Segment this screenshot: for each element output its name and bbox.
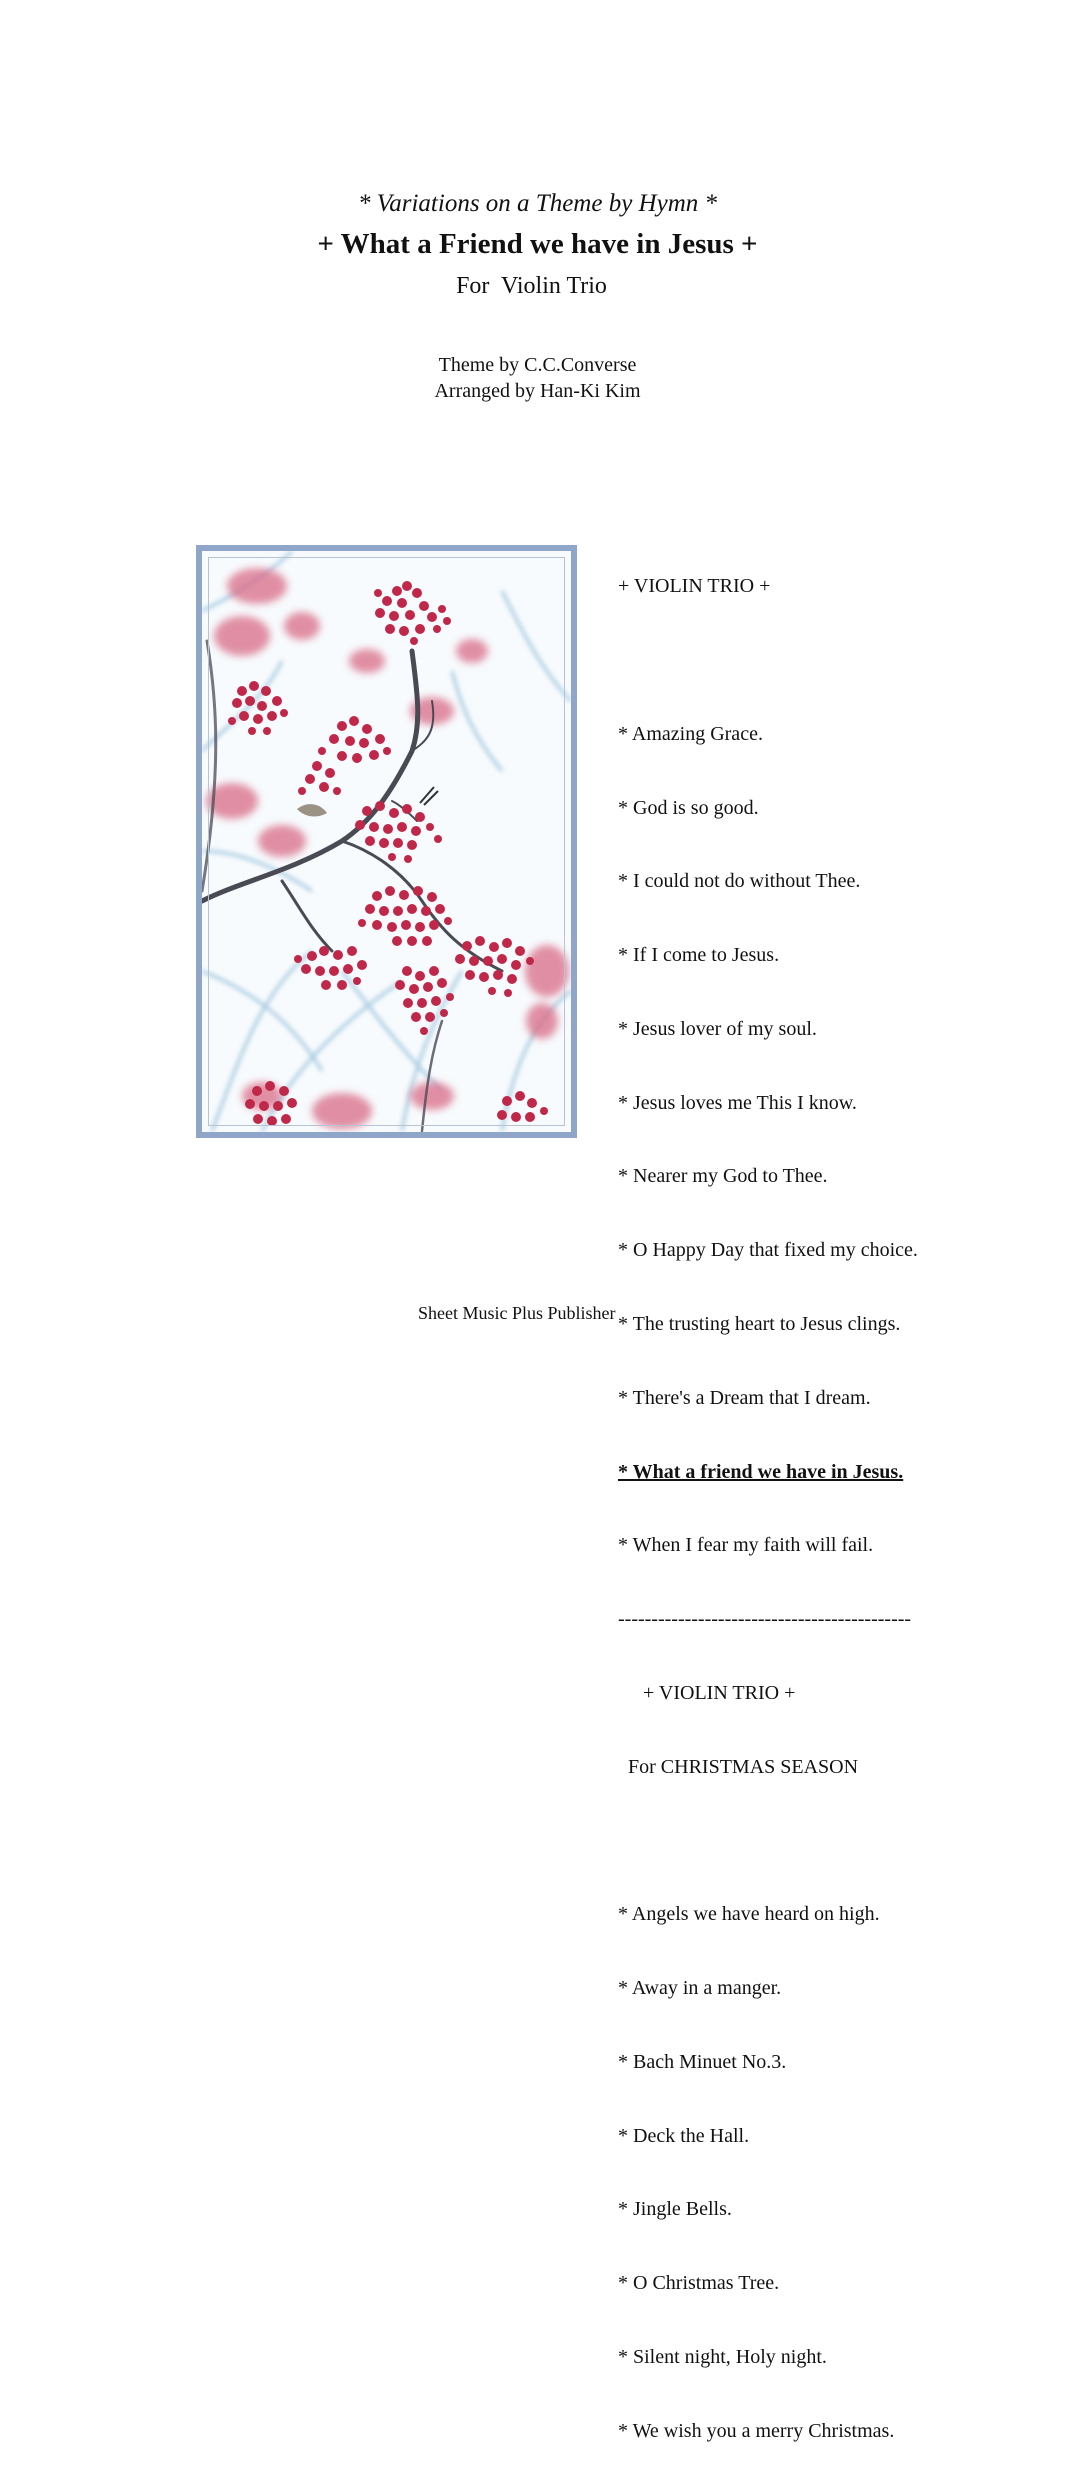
instrumentation: For Violin Trio (456, 273, 607, 299)
list-item-current-piece: * What a friend we have in Jesus. (618, 1460, 904, 1483)
list-item: * The trusting heart to Jesus clings. (618, 1313, 901, 1335)
list-item: * O Happy Day that fixed my choice. (618, 1239, 918, 1262)
arranger-credit: Arranged by Han-Ki Kim (434, 380, 641, 402)
list-item: * We wish you a merry Christmas. (618, 2419, 895, 2442)
list-item: * Jingle Bells. (618, 2198, 732, 2221)
list-item: * Deck the Hall. (618, 2124, 750, 2147)
series-title: * Variations on a Theme by Hymn * (358, 190, 717, 217)
list-item: * When I fear my faith will fail. (618, 1534, 874, 1557)
section-subheading-christmas: For CHRISTMAS SEASON (618, 1755, 859, 1778)
list-item: * There's a Dream that I dream. (618, 1386, 871, 1409)
list-item: * If I come to Jesus. (618, 944, 780, 967)
berry-branch-image (202, 551, 571, 1132)
publisher-footer: Sheet Music Plus Publisher (418, 1303, 616, 1323)
divider: -------------------------------------------- (618, 1608, 912, 1631)
credits (2, 352, 1071, 404)
theme-credit: Theme by C.C.Converse (438, 354, 637, 376)
cover-photo-frame (196, 545, 577, 1138)
list-item: * Jesus lover of my soul. (618, 1017, 817, 1040)
list-item: * Angels we have heard on high. (618, 1903, 880, 1926)
list-item: * O Christmas Tree. (618, 2272, 780, 2295)
list-item: * Jesus loves me This I know. (618, 1091, 857, 1114)
list-item: * Nearer my God to Thee. (618, 1165, 828, 1188)
catalog-list (618, 525, 918, 2468)
list-item: * Amazing Grace. (618, 722, 763, 745)
list-item: * Silent night, Holy night. (618, 2345, 827, 2368)
spacer (618, 1828, 918, 1853)
section-heading-violin-trio: + VIOLIN TRIO + (618, 575, 771, 598)
piece-title: + What a Friend we have in Jesus + (317, 228, 758, 260)
section-heading-violin-trio-christmas: + VIOLIN TRIO + (618, 1681, 796, 1704)
list-item: * God is so good. (618, 796, 759, 819)
spacer (618, 648, 918, 673)
cover-photo (202, 551, 571, 1132)
list-item: * Bach Minuet No.3. (618, 2050, 787, 2073)
list-item: * I could not do without Thee. (618, 870, 861, 893)
list-item: * Away in a manger. (618, 1977, 782, 2000)
